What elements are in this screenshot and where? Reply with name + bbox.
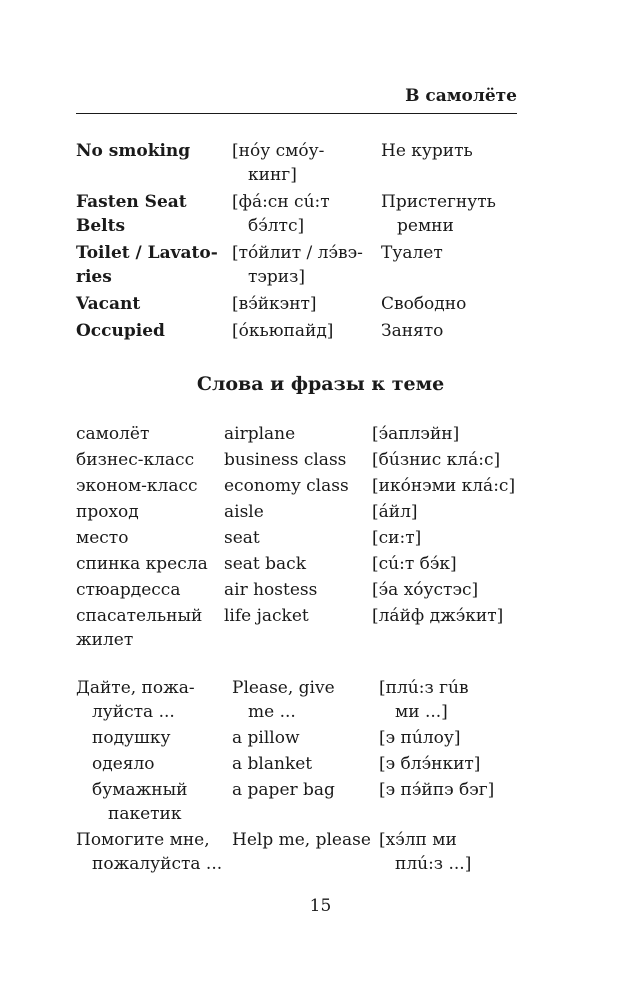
vocab-russian-line: стюардесса: [76, 580, 181, 600]
sign-transcription-line: тэриз]: [248, 267, 306, 287]
phrase-english-line: a paper bag: [232, 780, 335, 800]
phrase-russian-line: луйста ...: [92, 702, 175, 722]
phrase-transcription: [379, 778, 539, 826]
vocab-transcription: [372, 448, 542, 472]
vocab-russian-line: бизнес-класс: [76, 450, 195, 470]
phrase-russian-line: Дайте, пожа-: [76, 678, 195, 698]
vocab-russian: [76, 500, 224, 524]
vocab-english: [224, 578, 372, 602]
sign-english-line: Vacant: [76, 294, 141, 314]
sign-russian-line: Не курить: [381, 141, 473, 161]
phrase-english: [232, 752, 379, 776]
sign-russian-line: Свободно: [381, 294, 467, 314]
phrase-transcription-line: [э пэ́йпэ бэг]: [379, 780, 495, 800]
vocab-transcription-line: [икóнэми клá:с]: [372, 476, 516, 496]
sign-transcription: [232, 319, 381, 343]
vocab-row: [76, 422, 546, 446]
phrase-transcription: [379, 676, 539, 724]
phrase-english: [232, 726, 379, 750]
phrase-transcription-line: [э блэ́нкит]: [379, 754, 481, 774]
vocab-english: [224, 474, 372, 498]
vocab-english-line: seat back: [224, 554, 306, 574]
phrase-russian: [76, 752, 232, 776]
vocab-row: [76, 448, 546, 472]
vocab-english-line: economy class: [224, 476, 349, 496]
phrase-english-line: me ...: [248, 702, 296, 722]
vocab-english-line: seat: [224, 528, 260, 548]
phrase-russian: [76, 676, 232, 724]
vocab-transcription-line: [áйл]: [372, 502, 418, 522]
phrase-row: [76, 726, 546, 750]
sign-english: [76, 319, 232, 343]
vocab-transcription-line: [си:т]: [372, 528, 422, 548]
phrase-transcription: [379, 828, 539, 876]
vocab-russian: [76, 604, 224, 652]
phrase-row: [76, 828, 546, 876]
phrase-english: [232, 676, 379, 724]
sign-transcription: [232, 139, 381, 187]
sign-russian-line: ремни: [397, 216, 454, 236]
sign-english-line: Fasten Seat: [76, 192, 187, 212]
vocab-russian-line: жилет: [76, 630, 134, 650]
sign-russian-line: Занято: [381, 321, 444, 341]
vocab-english: [224, 448, 372, 472]
vocab-transcription: [372, 422, 542, 446]
vocab-transcription-line: [э́а хóустэс]: [372, 580, 479, 600]
sign-transcription-line: [вэ́йкэнт]: [232, 294, 317, 314]
sign-english-line: Occupied: [76, 321, 165, 341]
vocab-russian-line: спасательный: [76, 606, 203, 626]
phrase-russian-line: пакетик: [108, 804, 182, 824]
sign-english-line: Belts: [76, 216, 126, 236]
vocab-english: [224, 552, 372, 576]
vocab-english: [224, 604, 372, 652]
vocabulary-table: [76, 422, 546, 654]
phrase-transcription: [379, 726, 539, 750]
vocab-russian-line: эконом-класс: [76, 476, 198, 496]
running-head: В самолёте: [405, 86, 517, 106]
vocab-row: [76, 578, 546, 602]
sign-row: [76, 292, 536, 316]
vocab-russian: [76, 474, 224, 498]
page-number: 15: [309, 896, 332, 916]
vocab-row: [76, 526, 546, 550]
sign-row: [76, 241, 536, 289]
sign-transcription-line: [óкьюпайд]: [232, 321, 334, 341]
phrase-russian-line: пожалуйста ...: [92, 854, 223, 874]
sign-russian: [381, 292, 531, 316]
phrase-russian-line: подушку: [92, 728, 171, 748]
sign-transcription: [232, 292, 381, 316]
phrase-russian: [76, 828, 232, 876]
vocab-russian: [76, 448, 224, 472]
sign-transcription-line: бэ́лтс]: [248, 216, 305, 236]
phrase-english-line: Help me, please: [232, 830, 371, 850]
phrase-russian-line: бумажный: [92, 780, 188, 800]
sign-english: [76, 241, 232, 289]
vocab-english-line: business class: [224, 450, 347, 470]
sign-transcription-line: [фá:сн сú:т: [232, 192, 330, 212]
vocab-russian: [76, 422, 224, 446]
vocab-row: [76, 500, 546, 524]
phrase-transcription-line: ми ...]: [395, 702, 448, 722]
phrase-russian: [76, 778, 232, 826]
phrase-transcription-line: [хэ́лп ми: [379, 830, 457, 850]
vocab-english: [224, 526, 372, 550]
vocab-row: [76, 604, 546, 652]
vocab-transcription-line: [сú:т бэ́к]: [372, 554, 457, 574]
vocab-english: [224, 500, 372, 524]
phrase-row: [76, 752, 546, 776]
sign-english-line: No smoking: [76, 141, 191, 161]
sign-english: [76, 190, 232, 238]
vocab-transcription-line: [бúзнис клá:с]: [372, 450, 501, 470]
phrase-transcription-line: [э пúлоу]: [379, 728, 461, 748]
vocab-transcription: [372, 526, 542, 550]
phrase-english-line: a blanket: [232, 754, 313, 774]
sign-russian: [381, 139, 531, 187]
sign-row: [76, 190, 536, 238]
sign-english: [76, 292, 232, 316]
phrase-row: [76, 778, 546, 826]
vocab-russian-line: проход: [76, 502, 139, 522]
vocab-transcription-line: [лáйф джэ́кит]: [372, 606, 504, 626]
vocab-transcription: [372, 604, 542, 652]
sign-russian: [381, 319, 531, 343]
phrase-russian: [76, 726, 232, 750]
vocab-english-line: air hostess: [224, 580, 318, 600]
vocab-transcription-line: [э́аплэйн]: [372, 424, 460, 444]
phrase-transcription-line: плú:з ...]: [395, 854, 472, 874]
vocab-transcription: [372, 552, 542, 576]
vocab-russian-line: место: [76, 528, 129, 548]
sign-russian: [381, 241, 531, 289]
vocab-english: [224, 422, 372, 446]
phrase-row: [76, 676, 546, 724]
sign-russian-line: Туалет: [381, 243, 443, 263]
section-title: Слова и фразы к теме: [196, 373, 445, 395]
phrase-russian-line: Помогите мне,: [76, 830, 210, 850]
phrase-russian-line: одеяло: [92, 754, 155, 774]
sign-transcription: [232, 190, 381, 238]
sign-english: [76, 139, 232, 187]
phrases-table: [76, 676, 546, 878]
sign-row: [76, 319, 536, 343]
sign-transcription-line: кинг]: [248, 165, 297, 185]
phrase-transcription-line: [плú:з гúв: [379, 678, 469, 698]
vocab-english-line: airplane: [224, 424, 296, 444]
vocab-russian-line: спинка кресла: [76, 554, 208, 574]
sign-transcription: [232, 241, 381, 289]
sign-english-line: ries: [76, 267, 112, 287]
phrase-english: [232, 828, 379, 876]
vocab-english-line: aisle: [224, 502, 264, 522]
vocab-russian: [76, 526, 224, 550]
phrase-english: [232, 778, 379, 826]
sign-row: [76, 139, 536, 187]
vocab-english-line: life jacket: [224, 606, 309, 626]
vocab-russian-line: самолёт: [76, 424, 150, 444]
vocab-russian: [76, 552, 224, 576]
sign-russian: [381, 190, 531, 238]
phrase-english-line: a pillow: [232, 728, 300, 748]
vocab-transcription: [372, 474, 542, 498]
sign-transcription-line: [тóйлит / лэ́вэ-: [232, 243, 363, 263]
vocab-transcription: [372, 578, 542, 602]
vocab-russian: [76, 578, 224, 602]
sign-transcription-line: [нóу смóу-: [232, 141, 325, 161]
vocab-transcription: [372, 500, 542, 524]
header-rule: [76, 113, 517, 114]
sign-english-line: Toilet / Lavato-: [76, 243, 218, 263]
vocab-row: [76, 552, 546, 576]
phrase-transcription: [379, 752, 539, 776]
phrase-english-line: Please, give: [232, 678, 335, 698]
signs-table: [76, 139, 536, 346]
sign-russian-line: Пристегнуть: [381, 192, 496, 212]
vocab-row: [76, 474, 546, 498]
